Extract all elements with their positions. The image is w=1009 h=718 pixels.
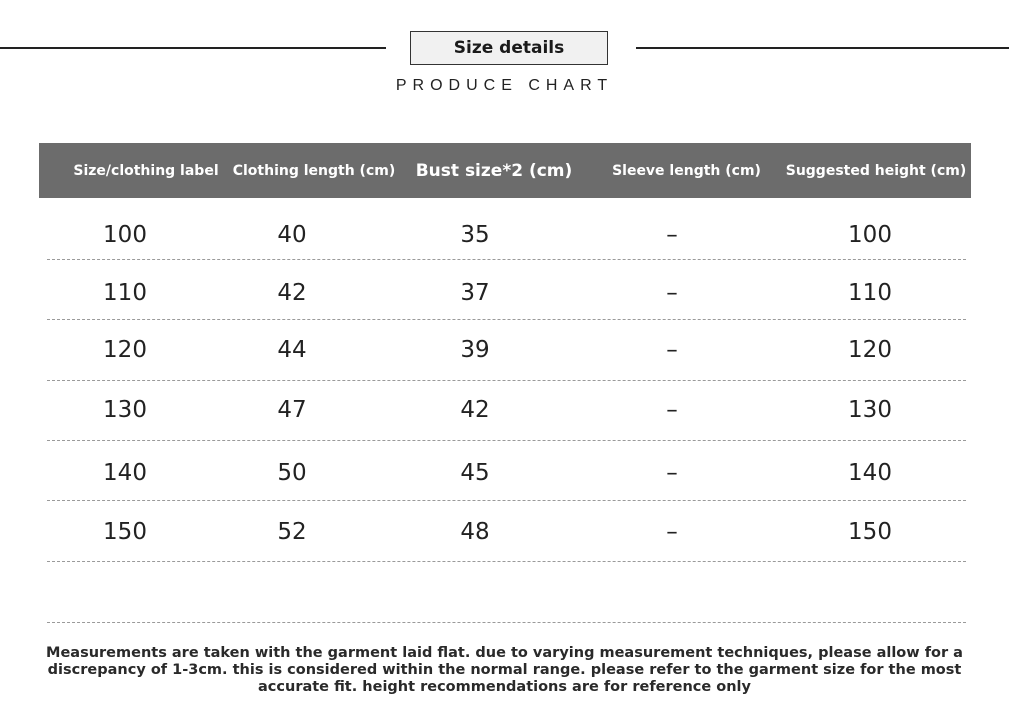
column-header-size-label: Size/clothing label [73, 162, 219, 179]
row-divider [47, 259, 966, 260]
suggested-height-cell: 110 [848, 280, 892, 306]
sleeve-length-cell: – [666, 337, 678, 363]
table-row [0, 512, 1009, 552]
suggested-height-cell: 120 [848, 337, 892, 363]
bust-size-cell: 42 [460, 397, 490, 423]
page-title: Size details [410, 31, 608, 65]
clothing-length-cell: 44 [277, 337, 307, 363]
column-header-sleeve-length: Sleeve length (cm) [612, 162, 761, 179]
sleeve-length-cell: – [666, 397, 678, 423]
suggested-height-cell: 150 [848, 519, 892, 545]
size-label-cell: 130 [103, 397, 147, 423]
title-rule-left [0, 47, 386, 49]
bust-size-cell: 39 [460, 337, 490, 363]
row-divider [47, 319, 966, 320]
clothing-length-cell: 40 [277, 222, 307, 248]
clothing-length-cell: 52 [277, 519, 307, 545]
measurement-note: Measurements are taken with the garment laid flat. due to varying measurement techniques, please allow for a discrepancy of 1-3cm. this is considered within the normal range. please refer to the garment size for the most accurate fit. height recommendations are for reference only [46, 645, 963, 695]
page-subtitle: PRODUCE CHART [395, 77, 614, 94]
table-row [0, 215, 1009, 255]
bust-size-cell: 35 [460, 222, 490, 248]
suggested-height-cell: 100 [848, 222, 892, 248]
row-divider [47, 561, 966, 562]
suggested-height-cell: 140 [848, 460, 892, 486]
sleeve-length-cell: – [666, 222, 678, 248]
size-label-cell: 140 [103, 460, 147, 486]
row-divider [47, 440, 966, 441]
row-divider [47, 500, 966, 501]
sleeve-length-cell: – [666, 460, 678, 486]
bust-size-cell: 45 [460, 460, 490, 486]
bust-size-cell: 48 [460, 519, 490, 545]
size-label-cell: 100 [103, 222, 147, 248]
size-label-cell: 150 [103, 519, 147, 545]
sleeve-length-cell: – [666, 519, 678, 545]
column-header-suggested-height: Suggested height (cm) [785, 162, 967, 179]
table-header [39, 143, 971, 198]
row-divider [47, 380, 966, 381]
clothing-length-cell: 50 [277, 460, 307, 486]
bust-size-cell: 37 [460, 280, 490, 306]
table-row [0, 330, 1009, 370]
sleeve-length-cell: – [666, 280, 678, 306]
row-divider [47, 622, 966, 623]
suggested-height-cell: 130 [848, 397, 892, 423]
column-header-clothing-length: Clothing length (cm) [232, 162, 396, 179]
column-header-bust-size: Bust size*2 (cm) [415, 160, 573, 181]
size-label-cell: 120 [103, 337, 147, 363]
table-row [0, 453, 1009, 493]
clothing-length-cell: 42 [277, 280, 307, 306]
table-row [0, 390, 1009, 430]
clothing-length-cell: 47 [277, 397, 307, 423]
size-label-cell: 110 [103, 280, 147, 306]
title-rule-right [636, 47, 1009, 49]
table-row [0, 273, 1009, 313]
